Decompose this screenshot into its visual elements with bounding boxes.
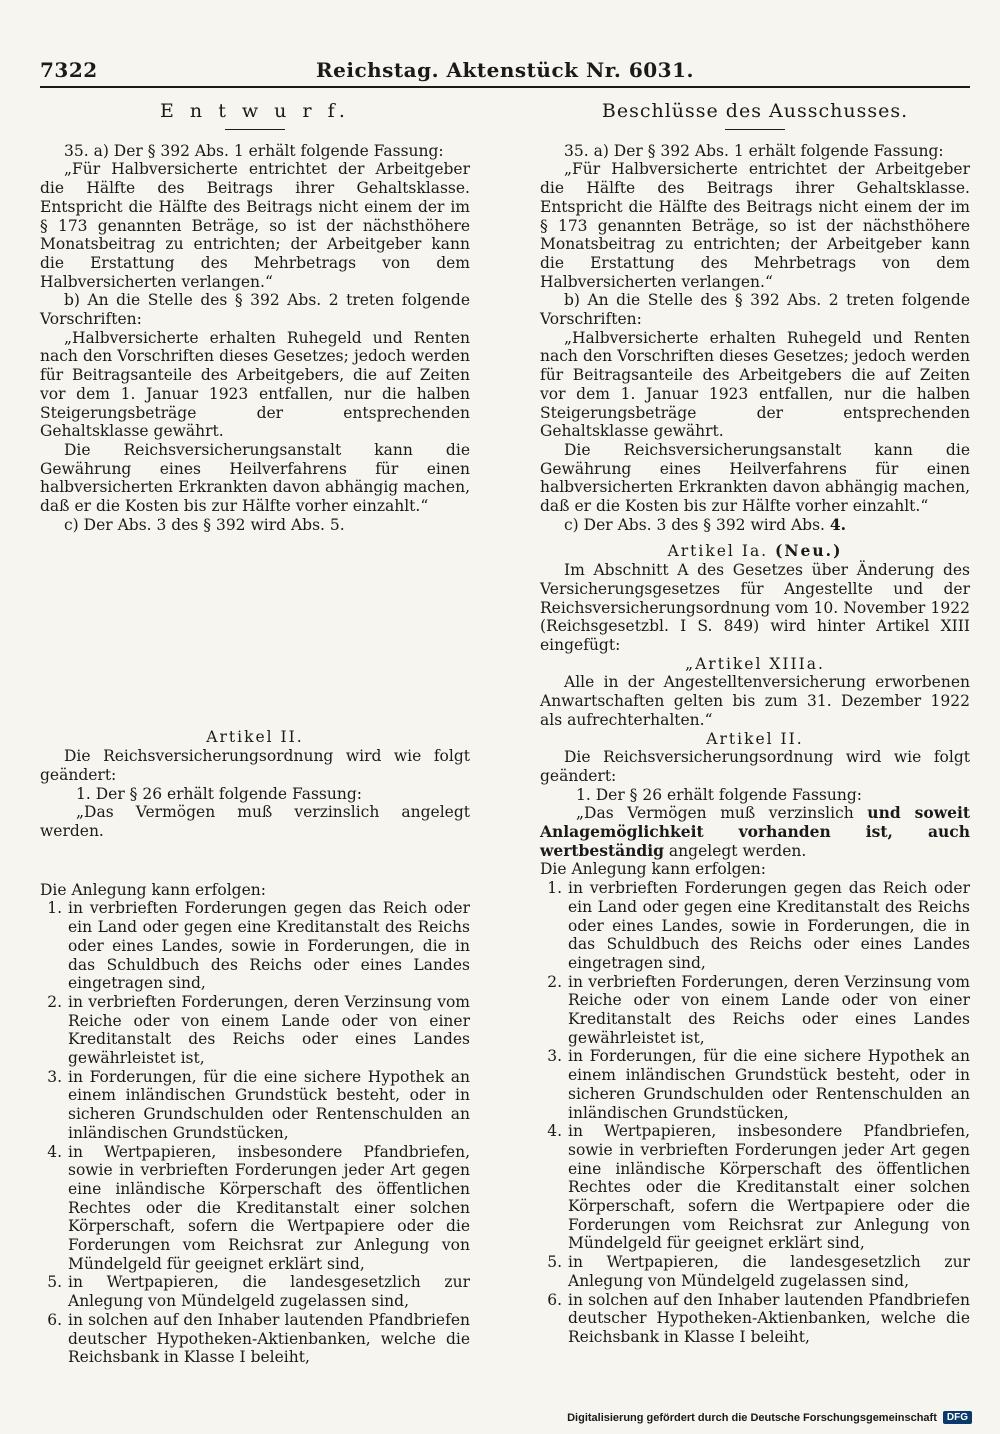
list-text: in verbrieften Forderungen, deren Verzinsung vom Reiche oder von einem Lande oder von einer Kreditanstalt des Reichs oder eines Landes gewährleistet ist,: [68, 992, 470, 1068]
list-number: 3.: [547, 1047, 562, 1066]
list-item: [40, 1273, 470, 1310]
artikel-2-intro: Die Reichsversicherungsordnung wird wie folgt geändert:: [540, 748, 970, 785]
list-number: 1.: [547, 879, 562, 898]
paragraph-35c-number: 4.: [829, 514, 847, 534]
anlegung-intro: Die Anlegung kann erfolgen:: [540, 860, 766, 879]
list-item: [40, 1311, 470, 1367]
artikel-2-item-1-quote: „Das Vermögen muß verzinslich angelegt werden.: [40, 803, 470, 840]
page-number: 7322: [40, 58, 98, 82]
paragraph-35b: b) An die Stelle des § 392 Abs. 2 treten folgende Vorschriften:: [540, 291, 970, 329]
heading-rule: [225, 129, 285, 130]
list-number: 5.: [47, 1273, 62, 1292]
paragraph-35b-quote-2: Die Reichsversicherungsanstalt kann die Gewährung eines Heilverfahrens für einen halbversicherten Erkrankten davon abhängig machen, daß er die Kosten bis zur Hälfte vorher einzahlt.“: [40, 440, 470, 516]
artikel-1a-neu: (Neu.): [775, 541, 843, 561]
left-anlegung-list: [40, 899, 470, 1367]
artikel-2-item-1: 1. Der § 26 erhält folgende Fassung:: [76, 784, 362, 803]
paragraph-35a-quote: „Für Halbversicherte entrichtet der Arbeitgeber die Hälfte des Beitrags ihrer Gehaltsklasse. Entspricht die Hälfte des Beitrags nicht einem der im § 173 genannten Beträge, so ist der nächsthöhere Monatsbeitrag zu entrichten; der Arbeitgeber kann die Erstattung des Mehrbetrags von dem Halbversicherten verlangen.“: [40, 160, 470, 291]
digitization-footer: [567, 1411, 972, 1424]
list-number: 2.: [547, 972, 562, 991]
right-anlegung-list: [540, 879, 970, 1347]
list-number: 6.: [47, 1310, 62, 1329]
left-blank-space-2: [40, 841, 470, 881]
list-item: [540, 1253, 970, 1290]
list-text: in solchen auf den Inhaber lautenden Pfandbriefen deutscher Hypotheken-Aktienbanken, welche die Reichsbank in Klasse I beleiht,: [68, 1310, 470, 1367]
artikel-13a-text: Alle in der Angestelltenversicherung erworbenen Anwartschaften gelten bis zum 31. Dezember 1922 als aufrechterhalten.“: [540, 673, 970, 729]
left-column-entwurf: [40, 98, 470, 1367]
right-column-beschluesse: [540, 98, 970, 1367]
document-page: [40, 58, 970, 1367]
list-number: 4.: [47, 1142, 62, 1161]
page-title: Reichstag. Aktenstück Nr. 6031.: [316, 58, 694, 82]
list-number: 5.: [547, 1253, 562, 1272]
list-text: in Forderungen, für die eine sichere Hypothek an einem inländischen Grundstück besteht, oder in sicheren Grundschulden oder Rentenschulden an inländischen Grundstücken,: [68, 1067, 470, 1142]
anlegung-intro: Die Anlegung kann erfolgen:: [40, 880, 266, 899]
artikel-2-item-1: 1. Der § 26 erhält folgende Fassung:: [576, 785, 862, 804]
left-column-heading: E n t w u r f.: [160, 100, 350, 122]
heading-rule: [725, 129, 785, 130]
list-item: [540, 1291, 970, 1347]
list-text: in verbrieften Forderungen gegen das Reich oder ein Land oder gegen eine Kreditanstalt des Reichs oder eines Landes, sowie in Forderungen, die in das Schuldbuch des Reichs oder eines Landes eingetragen sind,: [68, 899, 470, 993]
page-header: [40, 58, 970, 88]
list-number: 6.: [547, 1290, 562, 1309]
list-item: [540, 973, 970, 1048]
list-item: [540, 1047, 970, 1122]
paragraph-35a: 35. a) Der § 392 Abs. 1 erhält folgende Fassung:: [564, 141, 944, 160]
list-item: [40, 899, 470, 993]
artikel-1a-heading: [540, 542, 970, 561]
artikel-13a-heading: „Artikel XIIIa.: [685, 654, 825, 673]
list-number: 4.: [547, 1122, 562, 1141]
list-item: [40, 1143, 470, 1274]
paragraph-35a: 35. a) Der § 392 Abs. 1 erhält folgende Fassung:: [64, 141, 444, 160]
artikel-2-heading: Artikel II.: [706, 729, 804, 748]
two-column-body: [40, 98, 970, 1367]
footer-text: Digitalisierung gefördert durch die Deutsche Forschungsgemeinschaft: [567, 1411, 937, 1424]
list-item: [540, 1122, 970, 1253]
list-text: in Forderungen, für die eine sichere Hypothek an einem inländischen Grundstück besteht, oder in sicheren Grundschulden oder Rentenschulden an inländischen Grundstücken,: [568, 1047, 970, 1122]
list-text: in Wertpapieren, insbesondere Pfandbriefen, sowie in verbrieften Forderungen jeder Art gegen eine inländische Körperschaft des öffentlichen Rechtes oder die Kreditanstalt einer solchen Körperschaft, sofern die Wertpapiere oder die Forderungen vom Reichsrat zur Anlegung von Mündelgeld für geeignet erklärt sind,: [68, 1142, 470, 1273]
paragraph-35c: c) Der Abs. 3 des § 392 wird Abs. 5.: [64, 515, 345, 534]
list-item: [40, 993, 470, 1068]
artikel-2-intro: Die Reichsversicherungsordnung wird wie folgt geändert:: [40, 747, 470, 784]
quote-pre: „Das Vermögen muß verzinslich: [576, 804, 868, 823]
list-text: in verbrieften Forderungen gegen das Reich oder ein Land oder gegen eine Kreditanstalt des Reichs oder eines Landes, sowie in Forderungen, die in das Schuldbuch des Reichs oder eines Landes eingetragen sind,: [568, 879, 970, 972]
paragraph-35b-quote-2: Die Reichsversicherungsanstalt kann die Gewährung eines Heilverfahrens für einen halbversicherten Erkrankten davon abhängig machen, daß er die Kosten bis zur Hälfte vorher einzahlt.“: [540, 440, 970, 516]
list-number: 3.: [47, 1067, 62, 1086]
artikel-2-item-1-quote: [540, 804, 970, 860]
dfg-logo: DFG: [943, 1411, 972, 1424]
quote-post: angelegt werden.: [664, 841, 807, 860]
list-text: in Wertpapieren, die landesgesetzlich zur Anlegung von Mündelgeld zugelassen sind,: [568, 1253, 970, 1290]
list-number: 2.: [47, 992, 62, 1011]
paragraph-35c-text: c) Der Abs. 3 des § 392 wird Abs.: [564, 515, 830, 534]
right-column-heading: Beschlüsse des Ausschusses.: [601, 100, 909, 122]
paragraph-35b-quote-1: „Halbversicherte erhalten Ruhegeld und Renten nach den Vorschriften dieses Gesetzes; jedoch werden für Beitragsanteile des Arbeitgebers, die auf Zeiten vor dem 1. Januar 1923 entfallen, nur die halben Steigerungsbeträge der entsprechenden Gehaltsklasse gewährt.: [40, 328, 470, 441]
left-blank-space: [40, 534, 470, 728]
paragraph-35c: [540, 516, 970, 535]
list-text: in Wertpapieren, die landesgesetzlich zur Anlegung von Mündelgeld zugelassen sind,: [68, 1273, 470, 1311]
paragraph-35b-quote-1: „Halbversicherte erhalten Ruhegeld und Renten nach den Vorschriften dieses Gesetzes; jedoch werden für Beitragsanteile des Arbeitgebers die auf Zeiten vor dem 1. Januar 1923 entfallen, nur die halben Steigerungsbeträge der entsprechenden Gehaltsklasse gewährt.: [540, 328, 970, 441]
list-text: in solchen auf den Inhaber lautenden Pfandbriefen deutscher Hypotheken-Aktienbanken, welche die Reichsbank in Klasse I beleiht,: [568, 1290, 970, 1346]
list-item: [540, 879, 970, 973]
paragraph-35a-quote: „Für Halbversicherte entrichtet der Arbeitgeber die Hälfte des Beitrags ihrer Gehaltsklasse. Entspricht die Hälfte des Beitrags nicht einem der im § 173 genannten Beträge, so ist der nächsthöhere Monatsbeitrag zu entrichten; der Arbeitgeber kann die Erstattung des Mehrbetrags von dem Halbversicherten verlangen.“: [540, 160, 970, 291]
artikel-1a-label: Artikel Ia.: [667, 542, 769, 561]
list-text: in Wertpapieren, insbesondere Pfandbriefen, sowie in verbrieften Forderungen jeder Art gegen eine inländische Körperschaft des öffentlichen Rechtes oder die Kreditanstalt einer solchen Körperschaft, sofern die Wertpapiere oder die Forderungen vom Reichsrat zur Anlegung von Mündelgeld für geeignet erklärt sind,: [568, 1122, 970, 1253]
list-number: 1.: [47, 899, 62, 918]
paragraph-35b: b) An die Stelle des § 392 Abs. 2 treten folgende Vorschriften:: [40, 291, 470, 329]
artikel-2-heading: Artikel II.: [206, 728, 304, 747]
list-text: in verbrieften Forderungen, deren Verzinsung vom Reiche oder von einem Lande oder von einer Kreditanstalt des Reichs oder eines Landes gewährleistet ist,: [568, 972, 970, 1047]
artikel-1a-text: Im Abschnitt A des Gesetzes über Änderung des Versicherungsgesetzes für Angestellte und der Reichsversicherungsordnung vom 10. November 1922 (Reichsgesetzbl. I S. 849) wird hinter Artikel XIII eingefügt:: [540, 561, 970, 654]
quote-bold-amendment: und soweit Anlagemöglichkeit vorhanden ist, auch wertbeständig: [540, 803, 970, 860]
list-item: [40, 1068, 470, 1143]
